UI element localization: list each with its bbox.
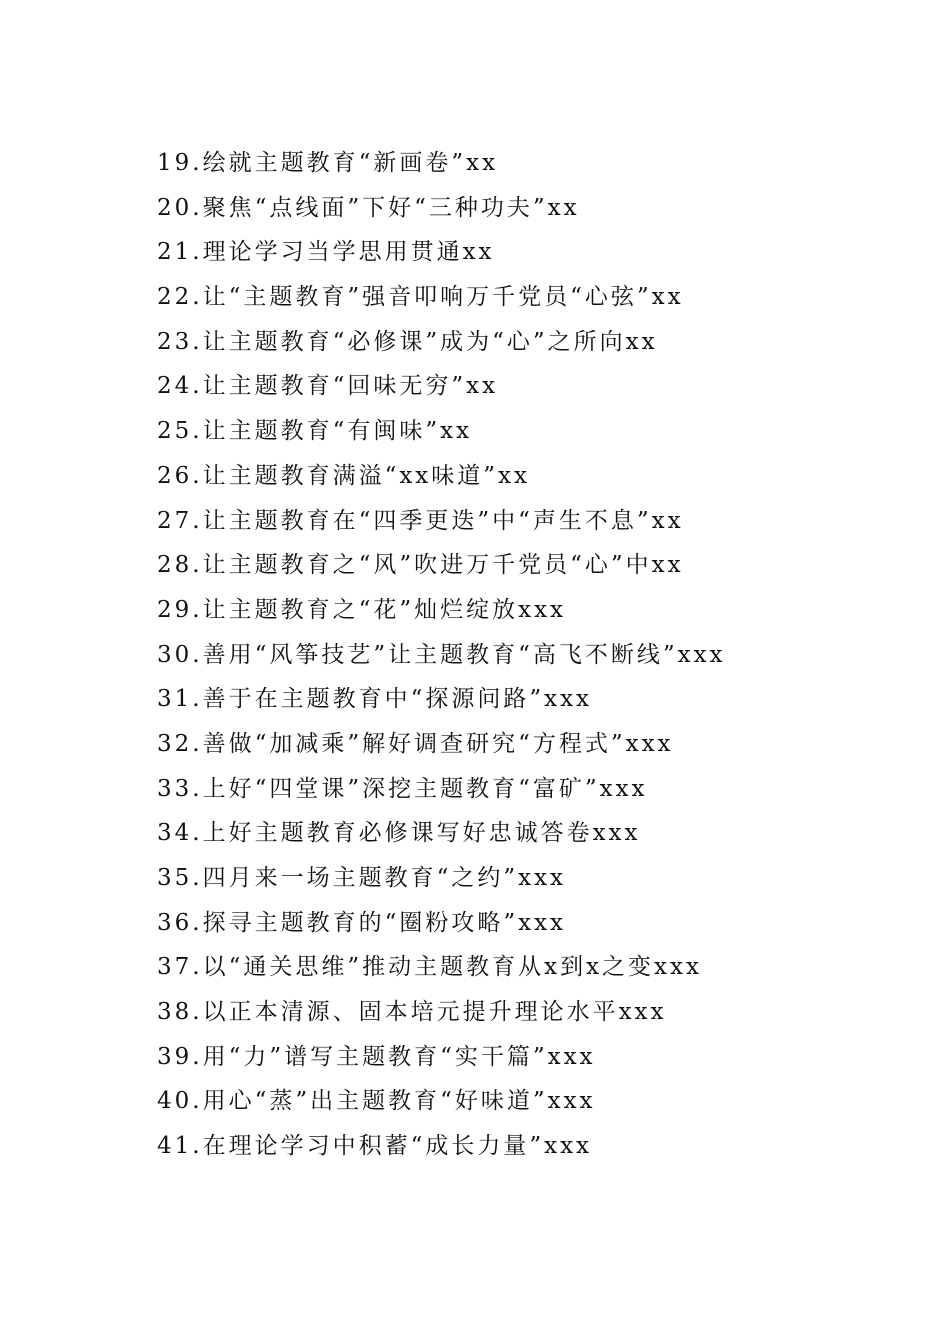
list-item: 31.善于在主题教育中“探源问路”xxx xyxy=(157,686,593,713)
list-item: 37.以“通关思维”推动主题教育从x到x之变xxx xyxy=(157,954,702,981)
list-item: 26.让主题教育满溢“xx味道”xx xyxy=(157,462,530,489)
list-item: 21.理论学习当学思用贯通xx xyxy=(157,239,495,266)
list-item: 39.用“力”谱写主题教育“实干篇”xxx xyxy=(157,1043,596,1070)
list-item: 35.四月来一场主题教育“之约”xxx xyxy=(157,865,567,891)
list-item: 33.上好“四堂课”深挖主题教育“富矿”xxx xyxy=(157,775,648,802)
list-item: 40.用心“蒸”出主题教育“好味道”xxx xyxy=(157,1088,596,1115)
list-item: 32.善做“加减乘”解好调查研究“方程式”xxx xyxy=(157,730,674,757)
list-item: 29.让主题教育之“花”灿烂绽放xxx xyxy=(157,596,567,623)
list-item: 23.让主题教育“必修课”成为“心”之所向xx xyxy=(157,328,658,355)
list-item: 22.让“主题教育”强音叩响万千党员“心弦”xx xyxy=(157,284,684,311)
list-item: 24.让主题教育“回味无穷”xx xyxy=(157,373,499,400)
list-item: 36.探寻主题教育的“圈粉攻略”xxx xyxy=(157,909,567,936)
list-item: 34.上好主题教育必修课写好忠诚答卷xxx xyxy=(157,820,641,847)
list-item: 25.让主题教育“有闽味”xx xyxy=(157,418,473,445)
list-item: 38.以正本清源、固本培元提升理论水平xxx xyxy=(157,999,667,1026)
list-item: 30.善用“风筝技艺”让主题教育“高飞不断线”xxx xyxy=(157,641,726,668)
article-title-list xyxy=(157,141,726,1169)
list-item: 19.绘就主题教育“新画卷”xx xyxy=(157,150,499,176)
list-item: 41.在理论学习中积蓄“成长力量”xxx xyxy=(157,1133,593,1160)
list-item: 27.让主题教育在“四季更迭”中“声生不息”xx xyxy=(157,507,684,534)
list-item: 20.聚焦“点线面”下好“三种功夫”xx xyxy=(157,194,580,221)
list-item: 28.让主题教育之“风”吹进万千党员“心”中xx xyxy=(157,552,684,579)
